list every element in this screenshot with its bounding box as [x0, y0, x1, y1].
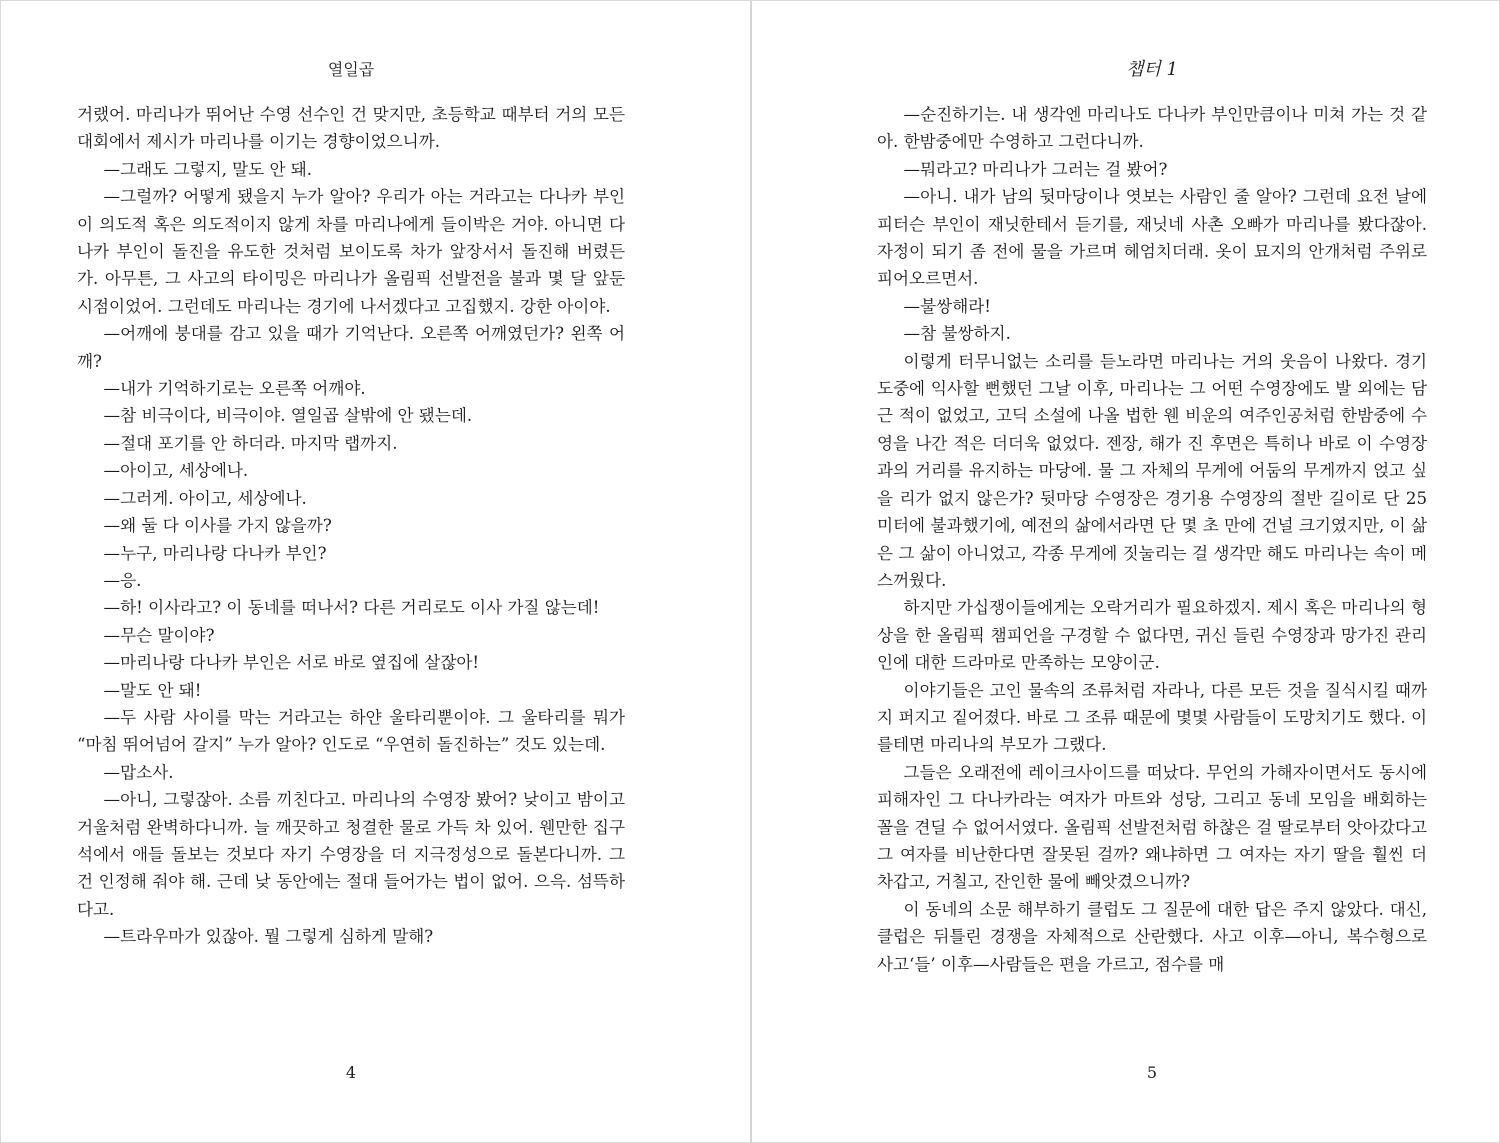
- paragraph: —절대 포기를 안 하더라. 마지막 랩까지.: [103, 433, 398, 453]
- paragraph: 이야기들은 고인 물속의 조류처럼 자라나, 다른 모든 것을 질식시킬 때까지 퍼지고 짙어졌다. 바로 그 조류 때문에 몇몇 사람들이 도망치기도 했다. 이를테면 마리나의 부모가 그랬다.: [877, 680, 1427, 755]
- left-page[interactable]: [77, 1, 625, 1143]
- paragraph: —그러게. 아이고, 세상에나.: [103, 488, 307, 508]
- page-number-left: 4: [345, 1063, 357, 1082]
- paragraph: —마리나랑 다나카 부인은 서로 바로 옆집에 살잖아!: [103, 653, 480, 673]
- paragraph: —말도 안 돼!: [103, 680, 202, 700]
- paragraph: —트라우마가 있잖아. 뭘 그렇게 심하게 말해?: [103, 927, 434, 947]
- paragraph: 이렇게 터무니없는 소리를 듣노라면 마리나는 거의 웃음이 나왔다. 경기 도중에 익사할 뻔했던 그날 이후, 마리나는 그 어떤 수영장에도 발 외에는 담근 적이 없었고, 고딕 소설에 나올 법한 웬 비운의 여주인공처럼 한밤중에 수영을 나간 적은 더더욱 없었다. 젠장, 해가 진 후면은 특히나 바로 이 수영장과의 거리를 유지하는 마당에. 물 그 자체의 무게에 어둠의 무게까지 얹고 싶을 리가 없지 않은가? 뒷마당 수영장은 경기용 수영장의 절반 길이로 단 25미터에 불과했기에, 예전의 삶에서라면 단 몇 초 만에 건널 크기였지만, 이 삶은 그 삶이 아니었고, 각종 무게에 짓눌리는 걸 생각만 해도 마리나는 속이 메스꺼웠다.: [877, 351, 1427, 590]
- paragraph: —불쌍해라!: [903, 296, 991, 316]
- paragraph: —순진하기는. 내 생각엔 마리나도 다나카 부인만큼이나 미쳐 가는 것 같아. 한밤중에만 수영하고 그런다니까.: [877, 105, 1427, 152]
- paragraph: 이 동네의 소문 해부하기 클럽도 그 질문에 대한 답은 주지 않았다. 대신, 클럽은 뒤틀린 경쟁을 자체적으로 산란했다. 사고 이후—아니, 복수형으로 사고‘들’ 이후—사람들은 편을 가르고, 점수를 매: [877, 899, 1427, 974]
- page-gutter: [750, 1, 752, 1143]
- paragraph: 하지만 가십쟁이들에게는 오락거리가 필요하겠지. 제시 혹은 마리나의 형상을 한 올림픽 챔피언을 구경할 수 없다면, 귀신 들린 수영장과 망가진 관리인에 대한 드라마로 만족하는 모양이군.: [877, 598, 1427, 673]
- paragraph: —두 사람 사이를 막는 거라고는 하얀 울타리뿐이야. 그 울타리를 뭐가 “마침 뛰어넘어 갈지” 누가 알아? 인도로 “우연히 돌진하는” 것도 있는데.: [77, 707, 625, 755]
- paragraph: —하! 이사라고? 이 동네를 떠나서? 다른 거리로도 이사 가질 않는데!: [103, 598, 600, 618]
- paragraph: —아이고, 세상에나.: [103, 461, 249, 481]
- right-page[interactable]: [877, 1, 1427, 1143]
- paragraph: —어깨에 붕대를 감고 있을 때가 기억난다. 오른쪽 어깨였던가? 왼쪽 어깨?: [77, 324, 625, 371]
- paragraph: 그들은 오래전에 레이크사이드를 떠났다. 무언의 가해자이면서도 동시에 피해자인 그 다나카라는 여자가 마트와 성당, 그리고 동네 모임을 배회하는 꼴을 견딜 수 없어서였다. 올림픽 선발전처럼 하찮은 걸 딸로부터 앗아갔다고 그 여자를 비난한다면 잘못된 걸까? 왜냐하면 그 여자는 자기 딸을 훨씬 더 차갑고, 거칠고, 잔인한 물에 빼앗겼으니까?: [877, 762, 1427, 892]
- paragraph: —참 불쌍하지.: [903, 324, 1011, 344]
- paragraph: —왜 둘 다 이사를 가지 않을까?: [103, 516, 332, 536]
- paragraph: —무슨 말이야?: [103, 625, 215, 645]
- paragraph: —아니, 그렇잖아. 소름 끼친다고. 마리나의 수영장 봤어? 낮이고 밤이고 거울처럼 완벽하다니까. 늘 깨끗하고 청결한 물로 가득 차 있어. 웬만한 집구석에서 애들 돌보는 것보다 자기 수영장을 더 지극정성으로 돌본다니까. 그건 인정해 줘야 해. 근데 낮 동안에는 절대 들어가는 법이 없어. 으윽. 섬뜩하다고.: [77, 790, 625, 919]
- page-number-right: 5: [1146, 1063, 1158, 1082]
- paragraph: —그럴까? 어떻게 됐을지 누가 알아? 우리가 아는 거라고는 다나카 부인이 의도적 혹은 의도적이지 않게 차를 마리나에게 들이박은 거야. 아니면 다나카 부인이 돌진을 유도한 것처럼 보이도록 차가 앞장서서 돌진해 버렸든가. 아무튼, 그 사고의 타이밍은 마리나가 올림픽 선발전을 불과 몇 달 앞둔 시점이었어. 그런데도 마리나는 경기에 나서겠다고 고집했지. 강한 아이야.: [77, 187, 625, 316]
- right-page-body: [877, 101, 1427, 978]
- paragraph: —누구, 마리나랑 다나카 부인?: [103, 543, 327, 563]
- paragraph: —뭐라고? 마리나가 그러는 걸 봤어?: [903, 159, 1168, 179]
- paragraph: 거랬어. 마리나가 뛰어난 수영 선수인 건 맞지만, 초등학교 때부터 거의 모든 대회에서 제시가 마리나를 이기는 경향이었으니까.: [77, 105, 625, 152]
- running-header-left: 열일곱: [327, 60, 375, 79]
- paragraph: —참 비극이다, 비극이야. 열일곱 살밖에 안 됐는데.: [103, 406, 473, 426]
- paragraph: —내가 기억하기로는 오른쪽 어깨야.: [103, 379, 366, 399]
- paragraph: —아니. 내가 남의 뒷마당이나 엿보는 사람인 줄 알아? 그런데 요전 날에 피터슨 부인이 재닛한테서 듣기를, 재닛네 사촌 오빠가 마리나를 봤다잖아. 자정이 되기 좀 전에 물을 가르며 헤엄치더래. 옷이 묘지의 안개처럼 주위로 피어오르면서.: [877, 187, 1427, 289]
- paragraph: —맙소사.: [103, 762, 174, 782]
- paragraph: —응.: [103, 570, 142, 590]
- paragraph: —그래도 그렇지, 말도 안 돼.: [103, 159, 313, 179]
- running-header-right: 챕터 1: [1126, 59, 1178, 80]
- left-page-body: [77, 101, 625, 951]
